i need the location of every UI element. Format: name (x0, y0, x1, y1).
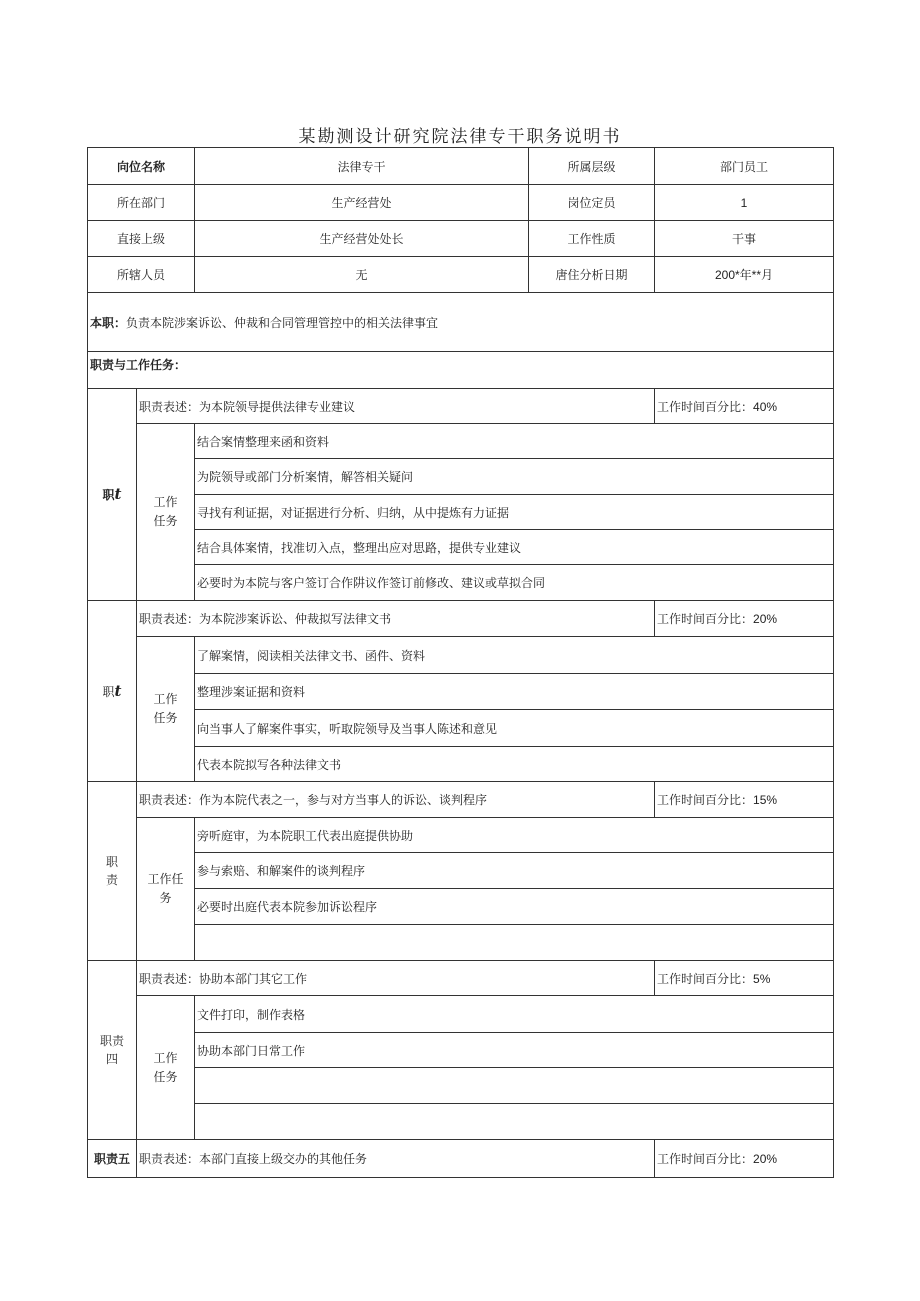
dept-label: 所在部门 (88, 185, 195, 221)
duty-3-task-2: 参与索赔、和解案件的谈判程序 (195, 853, 834, 889)
analysis-date-value: 200*年**月 (655, 257, 834, 293)
task-row (88, 710, 834, 747)
nature-value: 干事 (655, 221, 834, 257)
duty-1-task-2: 为院领导或部门分析案情，解答相关疑问 (195, 459, 834, 495)
duty-summary-text: 负责本院涉案诉讼、仲裁和合同管理管控中的相关法律事宜 (126, 315, 439, 330)
supervisor-label: 直接上级 (88, 221, 195, 257)
headcount-value: 1 (655, 185, 834, 221)
duty-2-task-3: 向当事人了解案件事实，听取院领导及当事人陈述和意见 (195, 710, 834, 747)
duty-4-task-1: 文件打印，制作表格 (195, 996, 834, 1033)
duty-statement-row (88, 782, 834, 818)
position-name-value: 法律专干 (195, 148, 529, 185)
duty-1-statement: 职责表述：为本院领导提供法律专业建议 (137, 389, 655, 424)
task-row (88, 459, 834, 495)
task-row (88, 674, 834, 710)
task-row (88, 495, 834, 530)
duty-1-percent: 工作时间百分比：40% (655, 389, 834, 424)
task-row (88, 818, 834, 853)
header-row (88, 148, 834, 185)
duty-3-label: 职 责 (88, 782, 137, 961)
subordinates-value: 无 (195, 257, 529, 293)
page-title: 某勘测设计研究院法律专干职务说明书 (298, 127, 622, 147)
task-label: 工作任 务 (137, 818, 195, 961)
duty-statement-row (88, 961, 834, 996)
duty-3-statement: 职责表述：作为本院代表之一，参与对方当事人的诉讼、谈判程序 (137, 782, 655, 818)
task-row (88, 925, 834, 961)
duty-4-task-2: 协助本部门日常工作 (195, 1033, 834, 1068)
task-row (88, 1033, 834, 1068)
task-row (88, 565, 834, 601)
duty-statement-row (88, 389, 834, 424)
responsibilities-heading: 职责与工作任务： (88, 352, 834, 389)
duty-2-task-1: 了解案情，阅读相关法律文书、函件、资料 (195, 637, 834, 674)
responsibilities-heading-row (88, 352, 834, 389)
duty-1-task-1: 结合案情整理来函和资料 (195, 424, 834, 459)
headcount-label: 岗位定员 (529, 185, 655, 221)
analysis-date-label: 唐住分析日期 (529, 257, 655, 293)
duty-2-task-4: 代表本院拟写各种法律文书 (195, 747, 834, 782)
header-row (88, 185, 834, 221)
duty-1-task-5: 必要时为本院与客户签订合作阱议作签订前修改、建议或草拟合同 (195, 565, 834, 601)
subordinates-label: 所辖人员 (88, 257, 195, 293)
duty-3-task-4 (195, 925, 834, 961)
task-row (88, 889, 834, 925)
level-value: 部门员工 (655, 148, 834, 185)
task-row (88, 853, 834, 889)
nature-label: 工作性质 (529, 221, 655, 257)
duty-4-statement: 职责表述：协助本部门其它工作 (137, 961, 655, 996)
duty-4-percent: 工作时间百分比：5% (655, 961, 834, 996)
level-label: 所属层级 (529, 148, 655, 185)
header-row (88, 257, 834, 293)
task-row (88, 637, 834, 674)
supervisor-value: 生产经营处处长 (195, 221, 529, 257)
duty-5-statement: 职责表述：本部门直接上级交办的其他任务 (137, 1140, 655, 1178)
duty-5-label: 职责五 (88, 1140, 137, 1178)
duty-1-label: 职t (88, 389, 137, 601)
position-name-label: 向位名称 (88, 148, 195, 185)
duty-statement-row (88, 1140, 834, 1178)
task-row (88, 1104, 834, 1140)
duty-4-label: 职责 四 (88, 961, 137, 1140)
duty-3-task-3: 必要时出庭代表本院参加诉讼程序 (195, 889, 834, 925)
header-row (88, 221, 834, 257)
task-row (88, 747, 834, 782)
duty-summary-label: 本职： (90, 315, 127, 330)
duty-4-task-3 (195, 1068, 834, 1104)
duty-1-task-3: 寻找有利证据，对证据进行分析、归纳，从中提炼有力证据 (195, 495, 834, 530)
task-row (88, 530, 834, 565)
task-row (88, 424, 834, 459)
duty-summary-row (88, 293, 834, 352)
duty-5-percent: 工作时间百分比：20% (655, 1140, 834, 1178)
duty-2-task-2: 整理涉案证据和资料 (195, 674, 834, 710)
task-row (88, 1068, 834, 1104)
duty-statement-row (88, 601, 834, 637)
duty-4-task-4 (195, 1104, 834, 1140)
task-row (88, 996, 834, 1033)
task-label: 工作 任务 (137, 637, 195, 782)
duty-2-label: 职t (88, 601, 137, 782)
duty-2-statement: 职责表述：为本院涉案诉讼、仲裁拟写法律文书 (137, 601, 655, 637)
task-label: 工作 任务 (137, 996, 195, 1140)
duty-3-percent: 工作时间百分比：15% (655, 782, 834, 818)
task-label: 工作 任务 (137, 424, 195, 601)
job-description-table (87, 147, 834, 1178)
dept-value: 生产经营处 (195, 185, 529, 221)
duty-3-task-1: 旁听庭审，为本院职工代表出庭提供协助 (195, 818, 834, 853)
duty-2-percent: 工作时间百分比：20% (655, 601, 834, 637)
duty-1-task-4: 结合具体案情，找准切入点，整理出应对思路，提供专业建议 (195, 530, 834, 565)
duty-summary (88, 293, 834, 352)
